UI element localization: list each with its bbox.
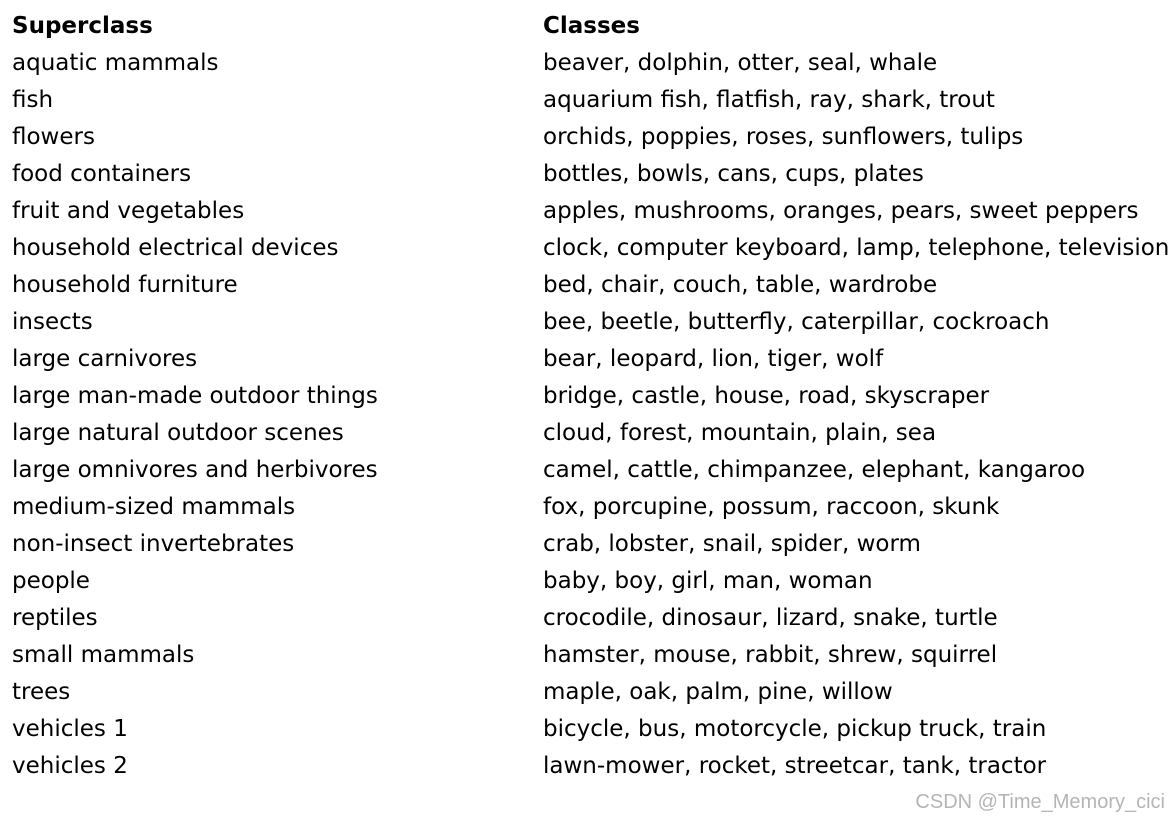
classes-cell: cloud, forest, mountain, plain, sea: [543, 420, 937, 446]
classes-cell: apples, mushrooms, oranges, pears, sweet peppers: [543, 198, 1139, 224]
classes-cell: bear, leopard, lion, tiger, wolf: [543, 346, 884, 372]
table-row: [12, 674, 1167, 711]
table-row: [12, 452, 1167, 489]
classes-cell: bridge, castle, house, road, skyscraper: [543, 383, 990, 409]
table-row: [12, 119, 1167, 156]
superclass-cell: fruit and vegetables: [12, 198, 245, 224]
classes-cell: fox, porcupine, possum, raccoon, skunk: [543, 494, 1000, 520]
classes-cell: bee, beetle, butterfly, caterpillar, cockroach: [543, 309, 1050, 335]
table-row: [12, 82, 1167, 119]
table-row: [12, 156, 1167, 193]
classes-cell: bicycle, bus, motorcycle, pickup truck, train: [543, 716, 1047, 742]
classes-cell: crab, lobster, snail, spider, worm: [543, 531, 921, 557]
table-row: [12, 526, 1167, 563]
table-row: [12, 415, 1167, 452]
superclass-cell: vehicles 2: [12, 753, 128, 779]
table-row: [12, 378, 1167, 415]
superclass-cell: food containers: [12, 161, 192, 187]
superclass-cell: small mammals: [12, 642, 195, 668]
superclass-cell: aquatic mammals: [12, 50, 219, 76]
table-row: [12, 193, 1167, 230]
table-row: [12, 341, 1167, 378]
classes-cell: baby, boy, girl, man, woman: [543, 568, 873, 594]
table-row: [12, 230, 1170, 267]
table-row: [12, 711, 1167, 748]
table-row: [12, 563, 1167, 600]
header-classes: Classes: [543, 13, 640, 39]
classes-cell: camel, cattle, chimpanzee, elephant, kangaroo: [543, 457, 1086, 483]
classes-cell: hamster, mouse, rabbit, shrew, squirrel: [543, 642, 998, 668]
superclass-cell: household electrical devices: [12, 235, 339, 261]
table-row: [12, 637, 1167, 674]
superclass-cell: people: [12, 568, 90, 594]
superclass-cell: vehicles 1: [12, 716, 128, 742]
superclass-cell: flowers: [12, 124, 95, 150]
table-row: [12, 748, 1167, 785]
superclass-cell: large natural outdoor scenes: [12, 420, 344, 446]
superclass-cell: reptiles: [12, 605, 98, 631]
classes-cell: crocodile, dinosaur, lizard, snake, turtle: [543, 605, 998, 631]
classes-cell: maple, oak, palm, pine, willow: [543, 679, 893, 705]
superclass-table: [12, 8, 1170, 785]
superclass-cell: insects: [12, 309, 93, 335]
superclass-cell: large man-made outdoor things: [12, 383, 378, 409]
superclass-cell: trees: [12, 679, 71, 705]
table-row: [12, 304, 1167, 341]
superclass-cell: large omnivores and herbivores: [12, 457, 378, 483]
superclass-cell: medium-sized mammals: [12, 494, 296, 520]
classes-cell: orchids, poppies, roses, sunflowers, tulips: [543, 124, 1024, 150]
classes-cell: lawn-mower, rocket, streetcar, tank, tractor: [543, 753, 1047, 779]
table-row: [12, 600, 1167, 637]
classes-cell: aquarium fish, flatfish, ray, shark, trout: [543, 87, 995, 113]
superclass-cell: large carnivores: [12, 346, 198, 372]
superclass-cell: fish: [12, 87, 54, 113]
csdn-watermark: CSDN @Time_Memory_cici: [915, 791, 1165, 813]
superclass-cell: non-insect invertebrates: [12, 531, 295, 557]
superclass-cell: household furniture: [12, 272, 238, 298]
classes-cell: clock, computer keyboard, lamp, telephone, television: [543, 235, 1170, 261]
classes-cell: bed, chair, couch, table, wardrobe: [543, 272, 938, 298]
header-superclass: Superclass: [12, 13, 153, 39]
classes-cell: bottles, bowls, cans, cups, plates: [543, 161, 924, 187]
table-row: [12, 45, 1167, 82]
table-row: [12, 489, 1167, 526]
table-row: [12, 267, 1167, 304]
table-header-row: [12, 8, 1167, 45]
classes-cell: beaver, dolphin, otter, seal, whale: [543, 50, 938, 76]
